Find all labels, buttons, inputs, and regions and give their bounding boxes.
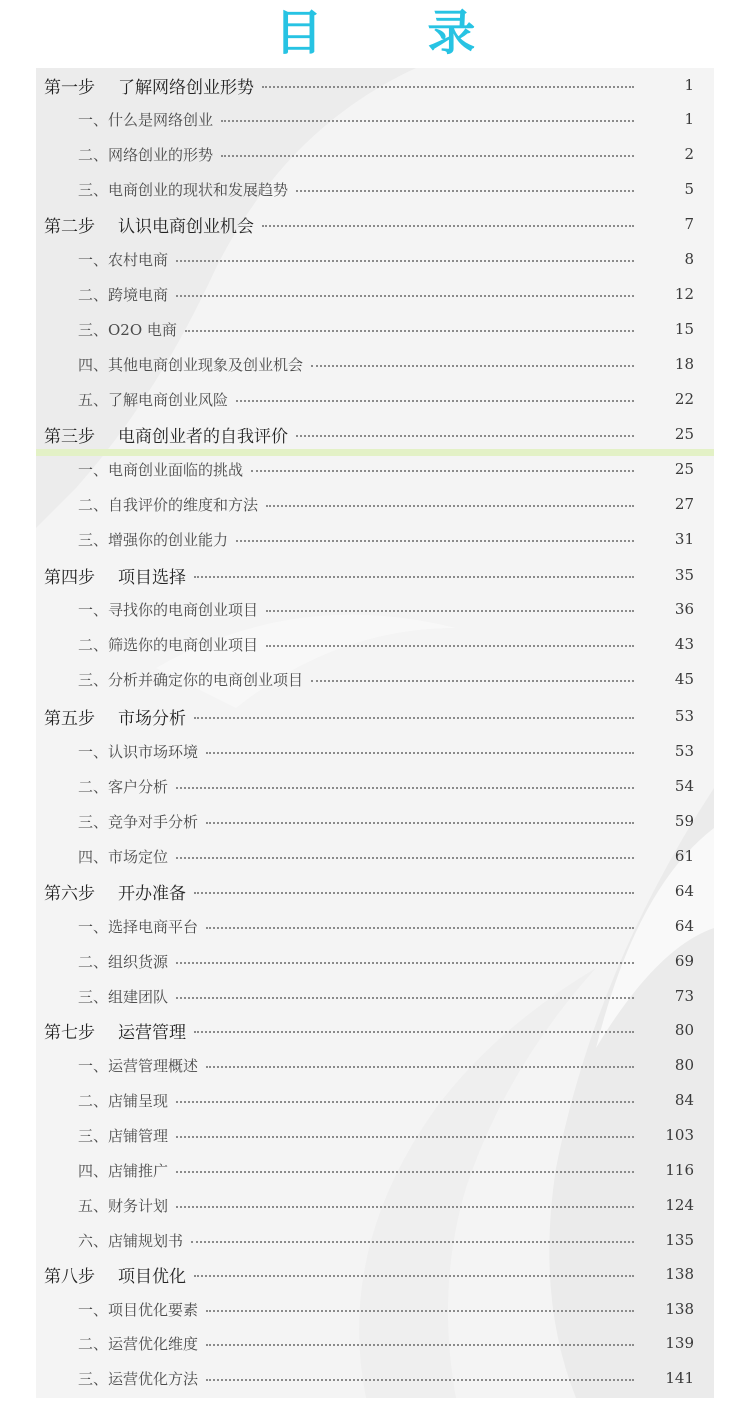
- section-label: 五、了解电商创业风险: [78, 390, 229, 409]
- dot-leader: [176, 1136, 634, 1138]
- toc-section-row[interactable]: [0, 452, 750, 486]
- section-label: 一、电商创业面临的挑战: [78, 460, 244, 479]
- page-number: 73: [674, 987, 694, 1005]
- page-number: 2: [684, 145, 694, 163]
- chapter-title: 运营管理: [118, 1022, 186, 1043]
- dot-leader: [176, 787, 634, 789]
- page-number: 84: [674, 1091, 694, 1109]
- toc-chapter-row[interactable]: [0, 68, 750, 102]
- section-label: 一、选择电商平台: [78, 917, 199, 936]
- chapter-number: 第一步: [44, 77, 95, 98]
- toc-section-row[interactable]: [0, 592, 750, 626]
- page-title: 目 录: [274, 5, 520, 61]
- section-label: 三、增强你的创业能力: [78, 530, 229, 549]
- toc-section-row[interactable]: [0, 944, 750, 978]
- toc-section-row[interactable]: [0, 734, 750, 768]
- toc-section-row[interactable]: [0, 1153, 750, 1187]
- toc-chapter-row[interactable]: [0, 874, 750, 908]
- dot-leader: [191, 1241, 634, 1243]
- page-number: 22: [674, 390, 694, 408]
- chapter-title: 电商创业者的自我评价: [118, 426, 288, 447]
- dot-leader: [176, 962, 634, 964]
- chapter-label: [0, 879, 186, 904]
- dot-leader: [176, 857, 634, 859]
- chapter-number: 第五步: [44, 708, 95, 729]
- section-label: 三、运营优化方法: [78, 1369, 199, 1388]
- dot-leader: [206, 1379, 634, 1381]
- section-label: 一、认识市场环境: [78, 742, 199, 761]
- page-number: 8: [684, 250, 694, 268]
- section-label: 一、寻找你的电商创业项目: [78, 600, 259, 619]
- page-number: 53: [674, 742, 694, 760]
- section-label: 二、自我评价的维度和方法: [78, 495, 259, 514]
- dot-leader: [206, 752, 634, 754]
- dot-leader: [262, 225, 634, 227]
- toc-section-row[interactable]: [0, 347, 750, 381]
- toc-section-row[interactable]: [0, 102, 750, 136]
- page-number: 25: [674, 425, 694, 443]
- page-number: 7: [684, 215, 694, 233]
- dot-leader: [176, 295, 634, 297]
- page-number: 54: [674, 777, 694, 795]
- chapter-number: 第六步: [44, 883, 95, 904]
- toc-section-row[interactable]: [0, 1118, 750, 1152]
- table-of-contents: [0, 68, 750, 1398]
- dot-leader: [236, 540, 634, 542]
- chapter-number: 第二步: [44, 216, 95, 237]
- page-number: 80: [674, 1056, 694, 1074]
- chapter-label: [0, 704, 186, 729]
- section-label: 三、电商创业的现状和发展趋势: [78, 180, 289, 199]
- dot-leader: [176, 260, 634, 262]
- dot-leader: [236, 400, 634, 402]
- toc-section-row[interactable]: [0, 804, 750, 838]
- page-number: 18: [674, 355, 694, 373]
- page-number: 64: [674, 882, 694, 900]
- section-label: 三、组建团队: [78, 987, 169, 1006]
- section-label: 一、项目优化要素: [78, 1300, 199, 1319]
- section-label: 三、竞争对手分析: [78, 812, 199, 831]
- toc-section-row[interactable]: [0, 979, 750, 1013]
- section-label: 三、O2O 电商: [78, 320, 177, 339]
- section-label: 四、其他电商创业现象及创业机会: [78, 355, 304, 374]
- section-label: 三、分析并确定你的电商创业项目: [78, 670, 304, 689]
- dot-leader: [194, 892, 634, 894]
- page-number: 64: [674, 917, 694, 935]
- dot-leader: [296, 435, 634, 437]
- chapter-label: [0, 422, 288, 447]
- dot-leader: [206, 1310, 634, 1312]
- page-number: 35: [674, 566, 694, 584]
- toc-section-row[interactable]: [0, 137, 750, 171]
- page-number: 80: [674, 1021, 694, 1039]
- section-label: 二、店铺呈现: [78, 1091, 169, 1110]
- toc-section-row[interactable]: [0, 1048, 750, 1082]
- toc-section-row[interactable]: [0, 1292, 750, 1326]
- dot-leader: [221, 120, 634, 122]
- toc-section-row[interactable]: [0, 1223, 750, 1257]
- toc-chapter-row[interactable]: [0, 1257, 750, 1291]
- page-number: 25: [674, 460, 694, 478]
- section-label: 二、筛选你的电商创业项目: [78, 635, 259, 654]
- dot-leader: [176, 1171, 634, 1173]
- toc-section-row[interactable]: [0, 522, 750, 556]
- page-number: 36: [674, 600, 694, 618]
- chapter-label: [0, 1018, 186, 1043]
- dot-leader: [311, 365, 634, 367]
- page-number: 124: [665, 1196, 694, 1214]
- dot-leader: [176, 997, 634, 999]
- page-number: 138: [665, 1300, 694, 1318]
- dot-leader: [221, 155, 634, 157]
- toc-chapter-row[interactable]: [0, 417, 750, 451]
- page-number: 27: [674, 495, 694, 513]
- toc-section-row[interactable]: [0, 1083, 750, 1117]
- section-label: 二、跨境电商: [78, 285, 169, 304]
- section-label: 二、客户分析: [78, 777, 169, 796]
- toc-section-row[interactable]: [0, 662, 750, 696]
- page-number: 59: [674, 812, 694, 830]
- section-label: 四、店铺推广: [78, 1161, 169, 1180]
- toc-chapter-row[interactable]: [0, 1013, 750, 1047]
- toc-section-row[interactable]: [0, 382, 750, 416]
- chapter-number: 第四步: [44, 567, 95, 588]
- toc-section-row[interactable]: [0, 172, 750, 206]
- page-number: 31: [674, 530, 694, 548]
- toc-section-row[interactable]: [0, 769, 750, 803]
- toc-section-row[interactable]: [0, 1326, 750, 1360]
- chapter-number: 第三步: [44, 426, 95, 447]
- page-number: 53: [674, 707, 694, 725]
- toc-section-row[interactable]: [0, 1188, 750, 1222]
- toc-section-row[interactable]: [0, 1361, 750, 1395]
- dot-leader: [296, 190, 634, 192]
- chapter-label: [0, 563, 186, 588]
- dot-leader: [206, 1344, 634, 1346]
- dot-leader: [194, 1275, 634, 1277]
- dot-leader: [185, 330, 634, 332]
- chapter-number: 第八步: [44, 1266, 95, 1287]
- section-label: 一、什么是网络创业: [78, 110, 214, 129]
- dot-leader: [176, 1101, 634, 1103]
- dot-leader: [311, 680, 634, 682]
- dot-leader: [176, 1206, 634, 1208]
- page-number: 15: [674, 320, 694, 338]
- page-number: 141: [665, 1369, 694, 1387]
- toc-section-row[interactable]: [0, 487, 750, 521]
- chapter-label: [0, 73, 254, 98]
- section-label: 一、农村电商: [78, 250, 169, 269]
- toc-section-row[interactable]: [0, 277, 750, 311]
- section-label: 五、财务计划: [78, 1196, 169, 1215]
- page-number: 61: [674, 847, 694, 865]
- chapter-title: 认识电商创业机会: [118, 216, 254, 237]
- page-number: 43: [674, 635, 694, 653]
- toc-chapter-row[interactable]: [0, 558, 750, 592]
- toc-section-row[interactable]: [0, 909, 750, 943]
- dot-leader: [206, 927, 634, 929]
- dot-leader: [262, 86, 634, 88]
- page-number: 103: [665, 1126, 694, 1144]
- page-number: 1: [684, 110, 694, 128]
- page-number: 116: [665, 1161, 694, 1179]
- page-number: 12: [674, 285, 694, 303]
- dot-leader: [266, 610, 634, 612]
- section-label: 三、店铺管理: [78, 1126, 169, 1145]
- chapter-label: [0, 212, 254, 237]
- dot-leader: [251, 470, 634, 472]
- toc-section-row[interactable]: [0, 312, 750, 346]
- section-label: 二、网络创业的形势: [78, 145, 214, 164]
- chapter-title: 开办准备: [118, 883, 186, 904]
- dot-leader: [266, 505, 634, 507]
- page-number: 138: [665, 1265, 694, 1283]
- toc-chapter-row[interactable]: [0, 699, 750, 733]
- toc-chapter-row[interactable]: [0, 207, 750, 241]
- section-label: 二、组织货源: [78, 952, 169, 971]
- page-number: 5: [684, 180, 694, 198]
- section-label: 二、运营优化维度: [78, 1334, 199, 1353]
- chapter-label: [0, 1262, 186, 1287]
- toc-section-row[interactable]: [0, 242, 750, 276]
- chapter-title: 项目优化: [118, 1266, 186, 1287]
- page-number: 1: [684, 76, 694, 94]
- page-number: 45: [674, 670, 694, 688]
- chapter-number: 第七步: [44, 1022, 95, 1043]
- page-number: 135: [665, 1231, 694, 1249]
- dot-leader: [194, 576, 634, 578]
- chapter-title: 项目选择: [118, 567, 186, 588]
- dot-leader: [206, 822, 634, 824]
- chapter-title: 了解网络创业形势: [118, 77, 254, 98]
- chapter-title: 市场分析: [118, 708, 186, 729]
- toc-section-row[interactable]: [0, 627, 750, 661]
- dot-leader: [206, 1066, 634, 1068]
- toc-section-row[interactable]: [0, 839, 750, 873]
- section-label: 四、市场定位: [78, 847, 169, 866]
- dot-leader: [194, 1031, 634, 1033]
- page-number: 139: [665, 1334, 694, 1352]
- section-label: 六、店铺规划书: [78, 1231, 184, 1250]
- section-label: 一、运营管理概述: [78, 1056, 199, 1075]
- page-number: 69: [674, 952, 694, 970]
- dot-leader: [194, 717, 634, 719]
- dot-leader: [266, 645, 634, 647]
